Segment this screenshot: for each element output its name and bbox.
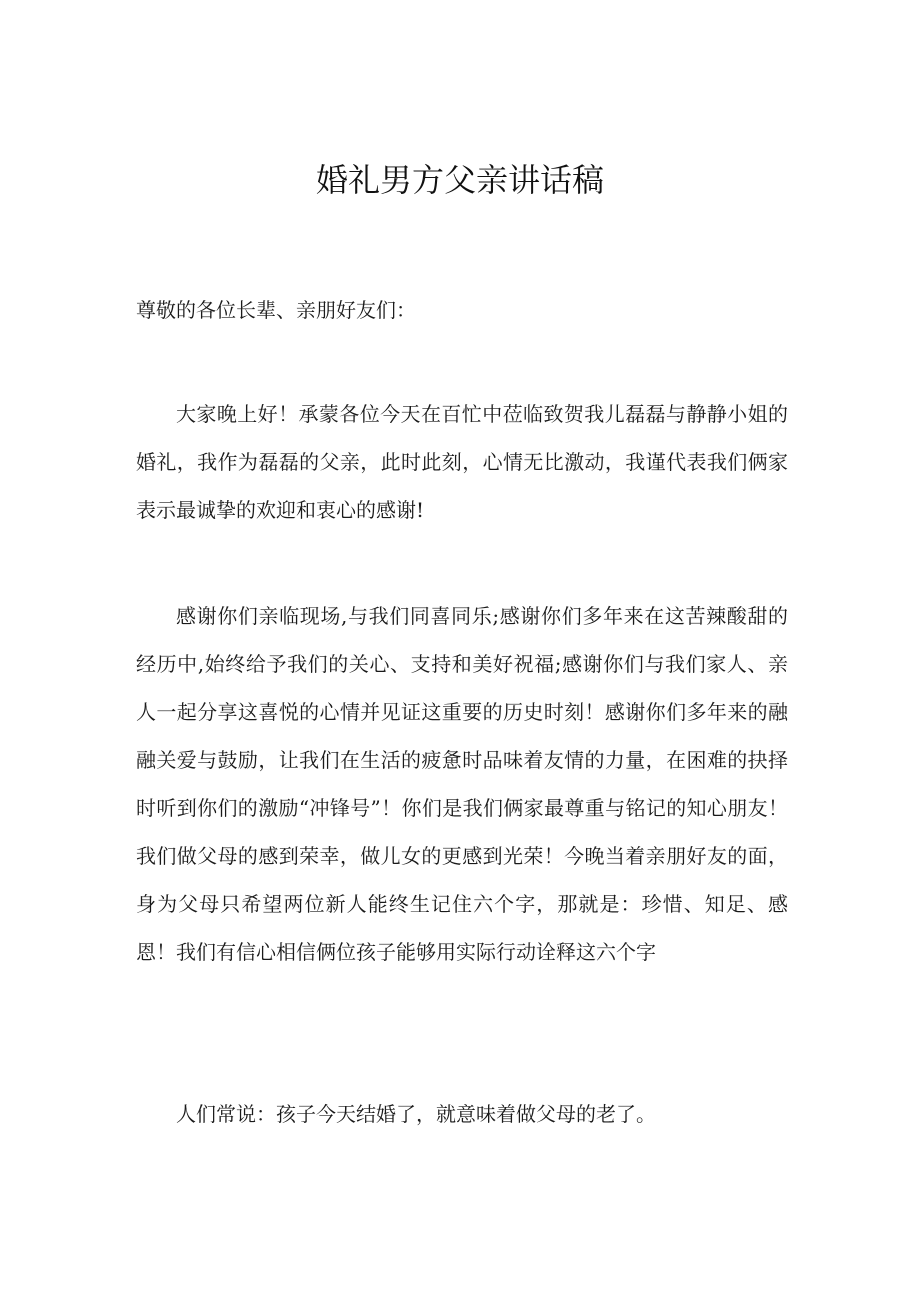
salutation: 尊敬的各位长辈、亲朋好友们： <box>136 298 416 322</box>
paragraph-thanks: 感谢你们亲临现场,与我们同喜同乐;感谢你们多年来在这苦辣酸甜的经历中,始终给予我们的关心、支持和美好祝福;感谢你们与我们家人、亲人一起分享这喜悦的心情并见证这重要的历史时刻！感谢你们多年来的融融关爱与鼓励，让我们在生活的疲惫时品味着友情的力量，在困难的抉择时听到你们的激励“冲锋号”！你们是我们俩家最尊重与铭记的知心朋友！我们做父母的感到荣幸，做儿女的更感到光荣！今晚当着亲朋好友的面，身为父母只希望两位新人能终生记住六个字，那就是：珍惜、知足、感恩！我们有信心相信俩位孩子能够用实际行动诠释这六个字 <box>136 604 788 964</box>
document-title: 婚礼男方父亲讲话稿 <box>315 161 604 199</box>
paragraph-closing: 人们常说：孩子今天结婚了，就意味着做父母的老了。 <box>176 1102 656 1126</box>
paragraph-greeting: 大家晚上好！承蒙各位今天在百忙中莅临致贺我儿磊磊与静静小姐的婚礼，我作为磊磊的父亲，此时此刻，心情无比激动，我谨代表我们俩家表示最诚挚的欢迎和衷心的感谢! <box>136 402 788 522</box>
